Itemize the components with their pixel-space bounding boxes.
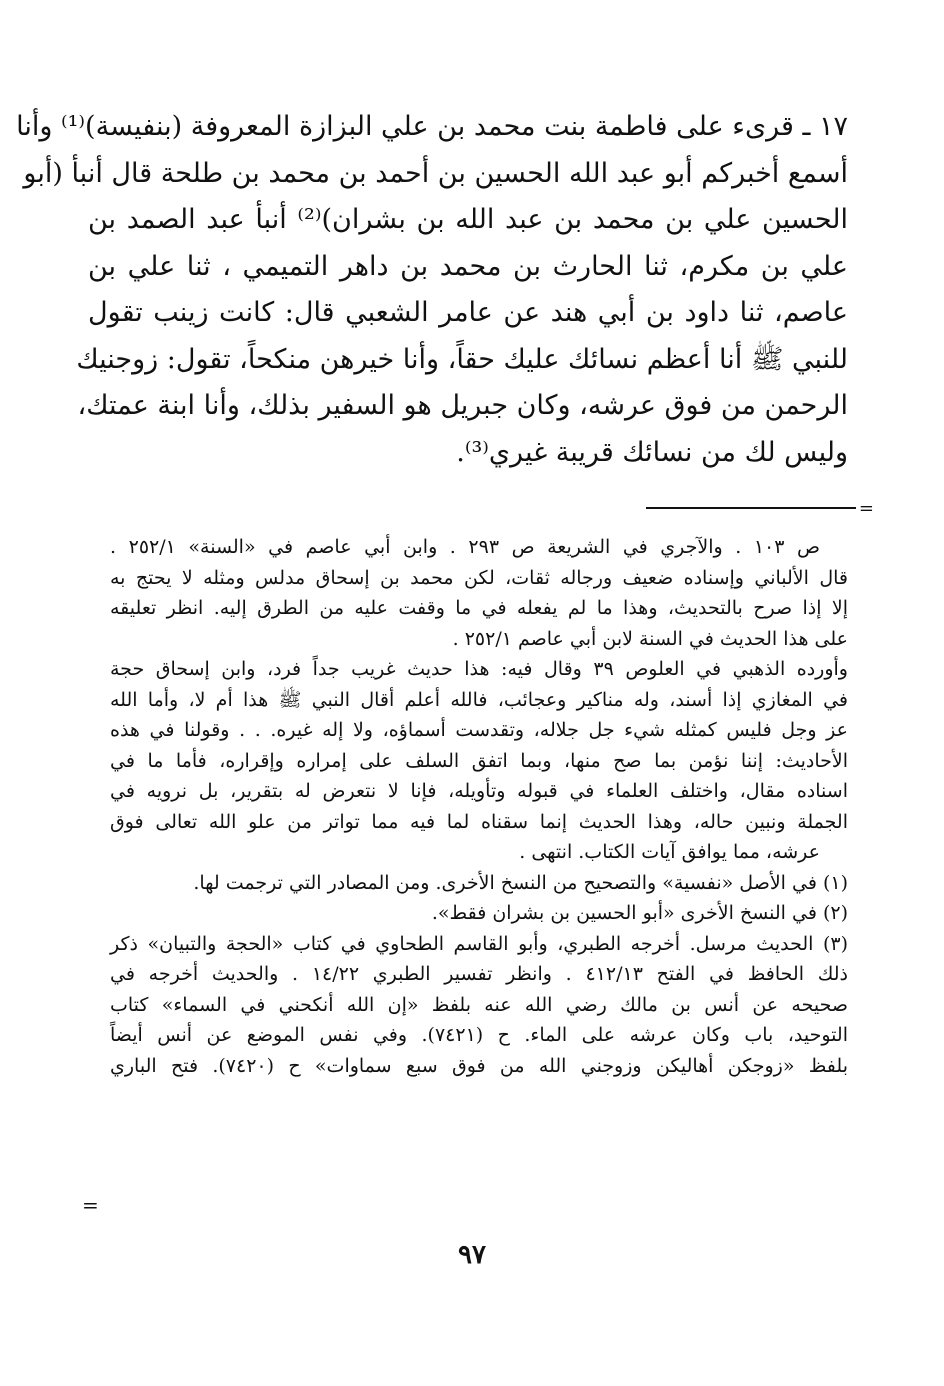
footnote-line: الجملة ونبين حاله، وهذا الحديث إنما سقناه لما فيه مما تواتر من علو الله تعالى فوق	[110, 810, 848, 833]
continuation-mark: =	[858, 498, 874, 519]
footnote-3-line: (٣) الحديث مرسل. أخرجه الطبري، وأبو القاسم الطحاوي في كتاب «الحجة والتبيان» ذكر	[110, 932, 848, 955]
footnote-line: إلا إذا صرح بالتحديث، وهذا ما لم يفعله في ما وقفت عليه من الطرق إليه. انظر تعليقه	[110, 597, 848, 619]
footnote-3-line: بلفظ «زوجكن أهاليكن وزوجني الله من فوق سبع سماوات» ح (٧٤٢٠). فتح الباري	[110, 1054, 848, 1077]
main-text	[16, 104, 848, 476]
footnote-3-line: ذلك الحافظ في الفتح ٤١٢/١٣ . وانظر تفسير الطبري ١٤/٢٢ . والحديث أخرجه في	[110, 963, 848, 985]
footnote-3-line: صحيحه عن أنس بن مالك رضي الله عنه بلفظ «إن الله أنكحني في السماء» كتاب	[110, 993, 848, 1016]
footnote-line: وأورده الذهبي في العلوص ٣٩ وقال فيه: هذا حديث غريب جداً فرد، وابن إسحاق حجة	[110, 658, 848, 680]
footnote-line: قال الألباني وإسناده ضعيف ورجاله ثقات، لكن محمد بن إسحاق مدلس ومثله لا يحتج به	[110, 566, 848, 589]
footnote-continuation-mark: =	[82, 1193, 99, 1217]
separator-rule	[646, 507, 856, 509]
footnote-line: عز وجل فليس كمثله شيء جل جلاله، وتقدست أسماؤه، ولا إله غيره. . . وقولنا في هذه	[110, 719, 848, 741]
page-number: ٩٧	[458, 1240, 486, 1270]
footnote-line: عرشه، مما يوافق آيات الكتاب. انتهى .	[519, 841, 820, 863]
footnote-line: الأحاديث: إننا نؤمن بما صح منها، وبما اتفق السلف على إمراره وإقراره، فأما ما في	[110, 749, 848, 772]
footnote-1: (١) في الأصل «نفسية» والتصحيح من النسخ الأخرى. ومن المصادر التي ترجمت لها.	[193, 871, 848, 894]
main-line: عاصم، ثنا داود بن أبي هند عن عامر الشعبي قال: كانت زينب تقول	[88, 297, 848, 328]
footnote-3-line: التوحيد، باب وكان عرشه على الماء. ح (٧٤٢١). وفي نفس الموضع عن أنس أيضاً	[110, 1024, 848, 1046]
main-line: الحسين علي بن محمد بن عبد الله بن بشران)⁽²⁾ أنبأ عبد الصمد بن	[88, 204, 848, 235]
footnote-line: ص ١٠٣ . والآجري في الشريعة ص ٢٩٣ . وابن أبي عاصم في «السنة» ٢٥٢/١ .	[110, 536, 820, 558]
main-line: أسمع أخبركم أبو عبد الله الحسين بن أحمد بن محمد بن طلحة قال أنبأ (أبو	[23, 157, 848, 189]
main-line: وليس لك من نسائك قريبة غيري⁽³⁾.	[456, 436, 848, 468]
main-line: للنبي ﷺ أنا أعظم نسائك عليك حقاً، وأنا خيرهن منكحاً، تقول: زوجنيك	[76, 343, 848, 375]
footnote-line: على هذا الحديث في السنة لابن أبي عاصم ٢٥٢/١ .	[452, 627, 848, 650]
footnote-line: في المغازي إذا أسند، وله مناكير وعجائب، فالله أعلم أقال النبي ﷺ هذا أم لا، وأما الله	[110, 688, 848, 711]
main-line: ١٧ ـ قرىء على فاطمة بنت محمد بن علي البزازة المعروفة (بنفيسة)⁽¹⁾ وأنا	[16, 111, 848, 142]
footnote-2: (٢) في النسخ الأخرى «أبو الحسين بن بشران فقط».	[431, 902, 848, 924]
main-line: علي بن مكرم، ثنا الحارث بن محمد بن داهر التميمي ، ثنا علي بن	[88, 250, 848, 282]
footnotes	[110, 532, 848, 1081]
footnote-line: اسناده مقال، واختلف العلماء في قبوله وتأويله، فإنا لا نتعرض له بتقرير، بل نرويه في	[110, 780, 848, 802]
main-line: الرحمن من فوق عرشه، وكان جبريل هو السفير بذلك، وأنا ابنة عمتك،	[77, 390, 848, 421]
footnote-separator	[96, 498, 874, 527]
